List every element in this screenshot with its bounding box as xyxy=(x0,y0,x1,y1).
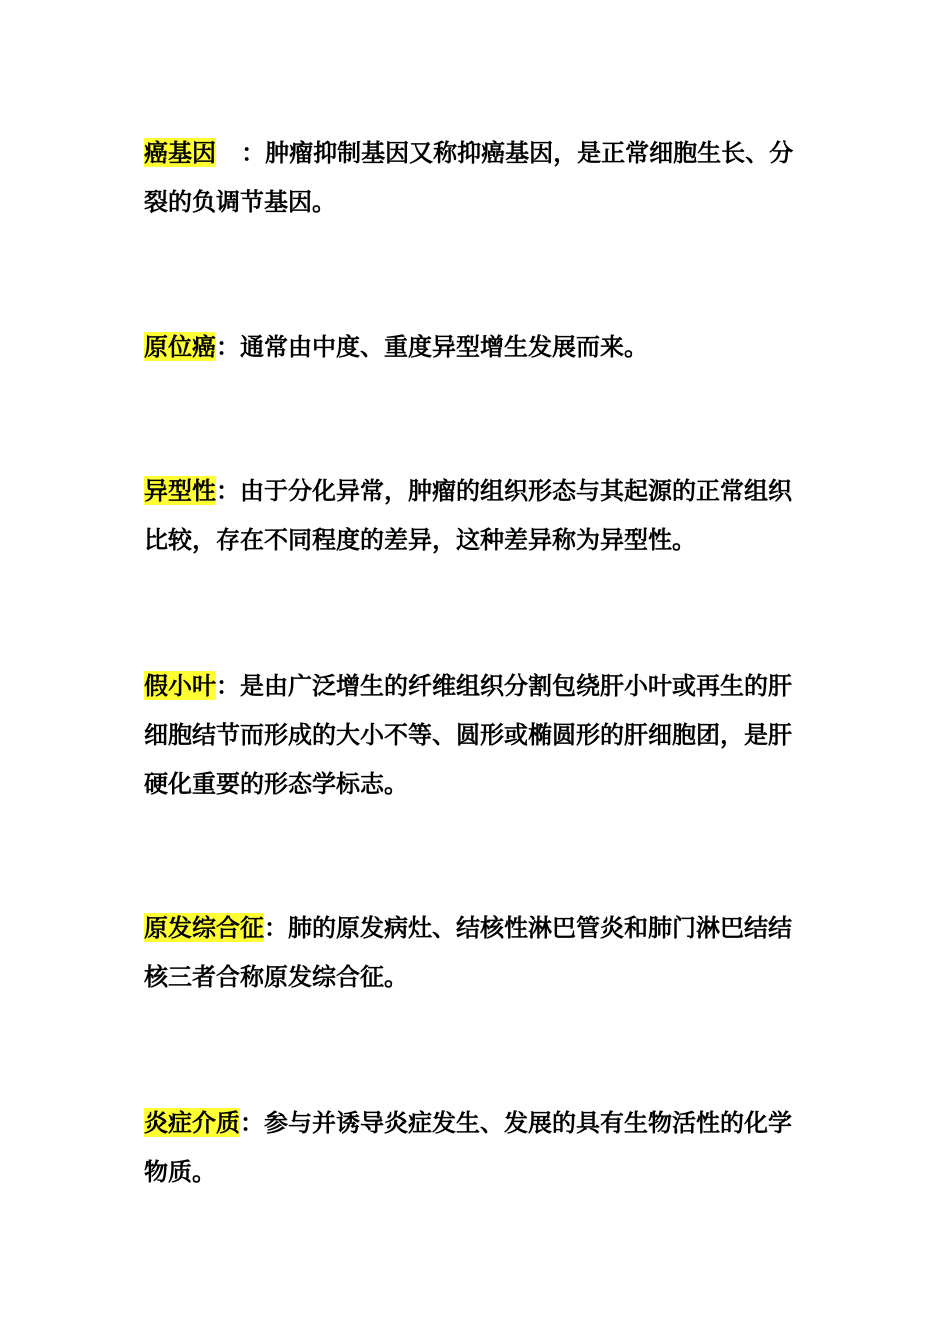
highlighted-term: 癌基因 xyxy=(144,138,216,167)
term-separator: ： xyxy=(240,1108,264,1137)
term-separator: ： xyxy=(216,476,240,505)
highlighted-term: 原位癌 xyxy=(144,332,216,361)
definition-entry xyxy=(144,128,804,226)
term-separator: ： xyxy=(216,332,240,361)
term-separator: ： xyxy=(264,913,288,942)
definition-text: 通常由中度、重度异型增生发展而来。 xyxy=(240,332,648,361)
highlighted-term: 炎症介质 xyxy=(144,1108,240,1137)
definition-text: 参与并诱导炎症发生、发展的具有生物活性的化学物质。 xyxy=(144,1108,792,1186)
definition-entry xyxy=(144,661,804,808)
term-separator: ： xyxy=(216,671,240,700)
highlighted-term: 异型性 xyxy=(144,476,216,505)
definition-entry xyxy=(144,903,804,1001)
definition-text: 肺的原发病灶、结核性淋巴管炎和肺门淋巴结结核三者合称原发综合征。 xyxy=(144,913,792,991)
definition-entry xyxy=(144,322,804,371)
definition-entry xyxy=(144,1098,804,1196)
highlighted-term: 假小叶 xyxy=(144,671,216,700)
definition-text: 肿瘤抑制基因又称抑癌基因，是正常细胞生长、分裂的负调节基因。 xyxy=(144,138,794,216)
highlighted-term: 原发综合征 xyxy=(144,913,264,942)
term-separator: ： xyxy=(216,138,266,167)
definition-text: 由于分化异常，肿瘤的组织形态与其起源的正常组织比较，存在不同程度的差异，这种差异称为异型性。 xyxy=(144,476,792,554)
definition-text: 是由广泛增生的纤维组织分割包绕肝小叶或再生的肝细胞结节而形成的大小不等、圆形或椭圆形的肝细胞团，是肝硬化重要的形态学标志。 xyxy=(144,671,792,798)
definition-entry xyxy=(144,466,804,564)
